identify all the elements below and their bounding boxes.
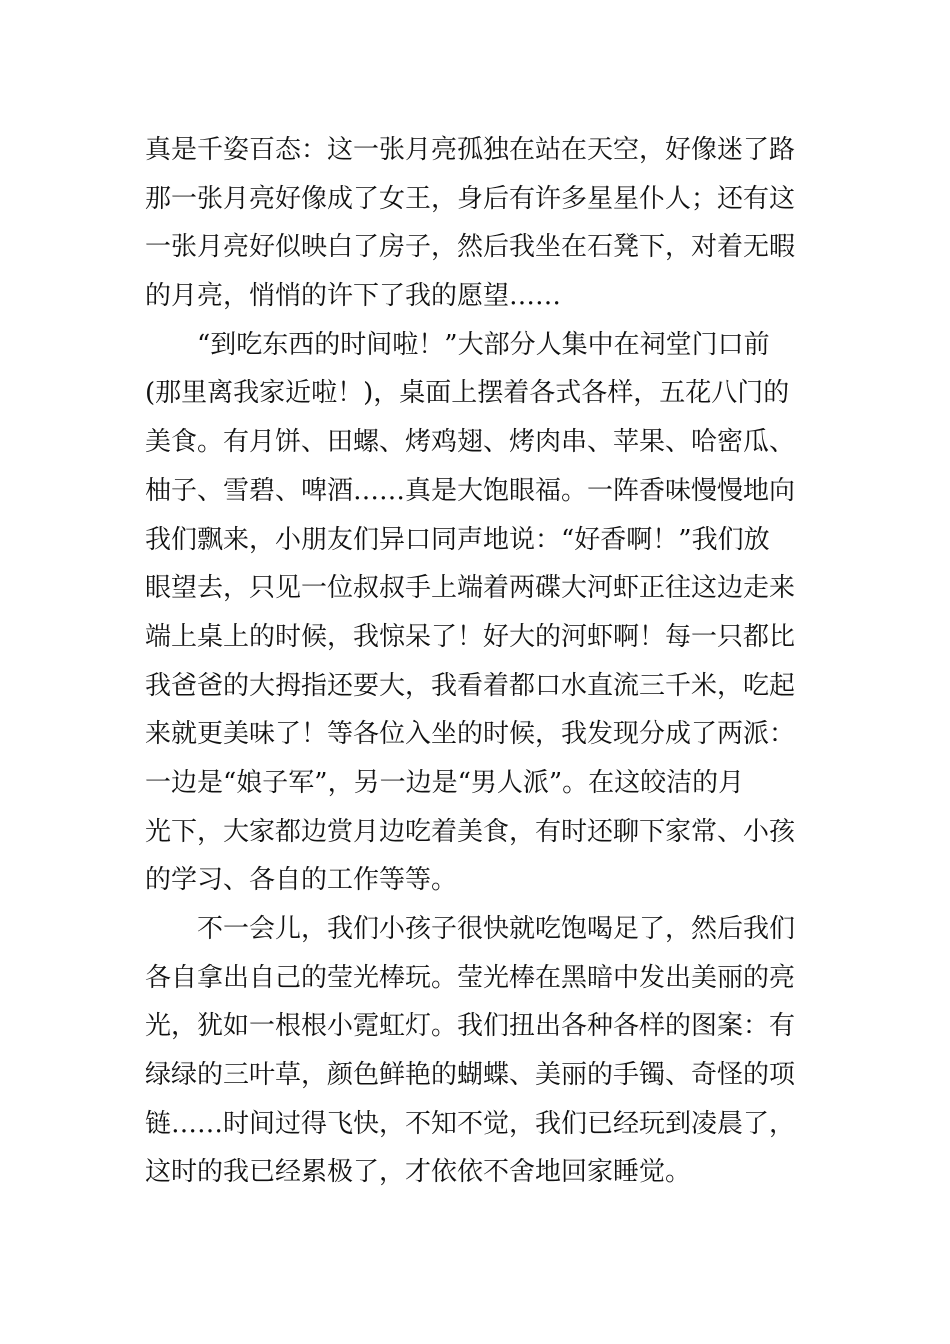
text-line: 链……时间过得飞快，不知不觉，我们已经玩到凌晨了，	[145, 1108, 796, 1139]
text-line: 那一张月亮好像成了女王，身后有许多星星仆人；还有这	[145, 183, 796, 214]
text-line: 绿绿的三叶草，颜色鲜艳的蝴蝶、美丽的手镯、奇怪的项	[145, 1060, 796, 1091]
text-line: 美食。有月饼、田螺、烤鸡翅、烤肉串、苹果、哈密瓜、	[145, 427, 796, 458]
paragraph-start-line: 不一会儿，我们小孩子很快就吃饱喝足了，然后我们	[197, 914, 796, 944]
paragraph-start-line: “到吃东西的时间啦！”大部分人集中在祠堂门口前	[197, 329, 770, 360]
text-line: 的月亮，悄悄的许下了我的愿望……	[145, 281, 562, 312]
text-line: 一边是“娘子军”，另一边是“男人派”。在这皎洁的月	[145, 767, 745, 798]
text-line: 一张月亮好似映白了房子，然后我坐在石凳下，对着无暇	[145, 232, 796, 263]
text-line: (那里离我家近啦！)，桌面上摆着各式各样，五花八门的	[145, 378, 790, 409]
body-text	[145, 126, 815, 1197]
text-line: 来就更美味了！等各位入坐的时候，我发现分成了两派：	[145, 719, 796, 750]
text-line: 各自拿出自己的莹光棒玩。莹光棒在黑暗中发出美丽的亮	[145, 962, 796, 993]
text-line: 柚子、雪碧、啤酒……真是大饱眼福。一阵香味慢慢地向	[145, 475, 796, 506]
text-line: 我爸爸的大拇指还要大，我看着都口水直流三千米，吃起	[145, 670, 796, 701]
text-line: 我们飘来，小朋友们异口同声地说：“好香啊！”我们放	[145, 524, 770, 555]
text-line: 光，犹如一根根小霓虹灯。我们扭出各种各样的图案：有	[145, 1011, 796, 1042]
text-line: 这时的我已经累极了，才依依不舍地回家睡觉。	[145, 1157, 692, 1188]
text-line: 真是千姿百态：这一张月亮孤独在站在天空，好像迷了路	[145, 135, 796, 165]
text-line: 端上桌上的时候，我惊呆了！好大的河虾啊！每一只都比	[145, 621, 796, 652]
text-line: 眼望去，只见一位叔叔手上端着两碟大河虾正往这边走来	[145, 573, 796, 604]
text-line: 的学习、各自的工作等等。	[145, 865, 458, 896]
text-line: 光下，大家都边赏月边吃着美食，有时还聊下家常、小孩	[145, 816, 796, 847]
